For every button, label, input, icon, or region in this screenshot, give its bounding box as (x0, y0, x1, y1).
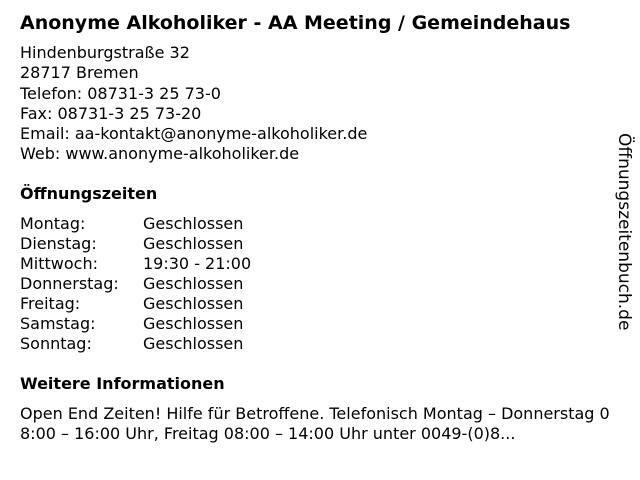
fax-number: Fax: 08731-3 25 73-20 (20, 103, 202, 123)
more-info-heading: Weitere Informationen (20, 374, 225, 393)
table-row (20, 294, 251, 314)
page-title: Anonyme Alkoholiker - AA Meeting / Gemeindehaus (20, 12, 571, 34)
weekday-label: Samstag: (20, 314, 96, 333)
contact-block (20, 43, 600, 165)
opening-hours-table (20, 214, 251, 354)
opening-time: Geschlossen (143, 334, 244, 353)
table-row (20, 314, 251, 334)
opening-time: Geschlossen (143, 234, 244, 253)
weekday-label: Freitag: (20, 294, 81, 313)
weekday-label: Sonntag: (20, 334, 92, 353)
opening-time: Geschlossen (143, 294, 244, 313)
opening-time: 19:30 - 21:00 (143, 254, 252, 273)
opening-time: Geschlossen (143, 314, 244, 333)
weekday-label: Montag: (20, 214, 86, 233)
opening-hours-heading: Öffnungszeiten (20, 184, 158, 203)
website-link[interactable]: Web: www.anonyme-alkoholiker.de (20, 144, 300, 164)
table-row (20, 234, 251, 254)
city-address: 28717 Bremen (20, 63, 139, 83)
brand-watermark: Öffnungszeitenbuch.de (614, 133, 634, 331)
weekday-label: Donnerstag: (20, 274, 119, 293)
table-row (20, 274, 251, 294)
table-row (20, 214, 251, 234)
opening-time: Geschlossen (143, 214, 244, 233)
street-address: Hindenburgstraße 32 (20, 43, 190, 62)
opening-time: Geschlossen (143, 274, 244, 293)
table-row (20, 254, 251, 274)
email-link[interactable]: Email: aa-kontakt@anonyme-alkoholiker.de (20, 124, 368, 144)
table-row (20, 334, 251, 354)
weekday-label: Dienstag: (20, 234, 97, 253)
more-info-text: Open End Zeiten! Hilfe für Betroffene. Telefonisch Montag – Donnerstag 08:00 – 16:00 Uhr, Freitag 08:00 – 14:00 Uhr unter 0049-(0)8... (20, 404, 610, 443)
weekday-label: Mittwoch: (20, 254, 98, 273)
phone-number[interactable]: Telefon: 08731-3 25 73-0 (20, 83, 221, 103)
